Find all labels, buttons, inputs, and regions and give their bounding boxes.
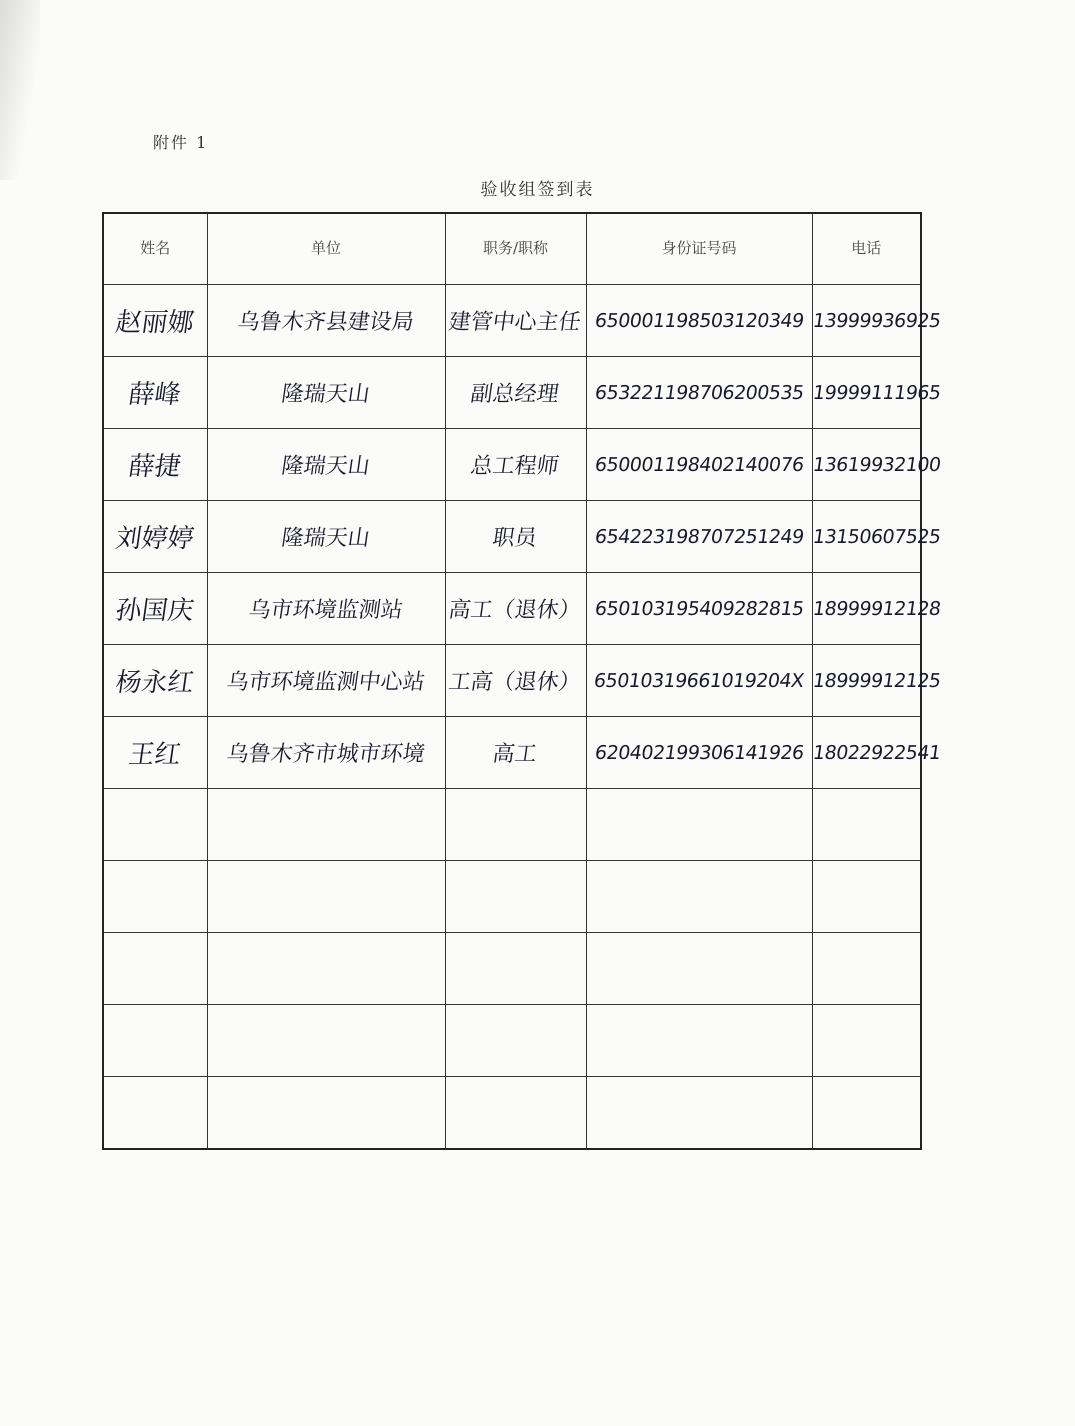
- cell-name: [103, 429, 207, 501]
- unit-text: 隆瑞天山: [279, 526, 372, 551]
- empty-cell: [586, 933, 812, 1005]
- cell-position: [445, 645, 586, 717]
- table-row: [103, 357, 921, 429]
- id-number-text: 650103195409282815: [593, 597, 805, 620]
- cell-phone: [810, 357, 942, 429]
- position-text: 建管中心主任: [447, 310, 583, 335]
- empty-cell: [445, 1005, 586, 1077]
- cell-position: [445, 429, 586, 501]
- empty-cell: [586, 1005, 812, 1077]
- cell-unit: [207, 645, 445, 717]
- empty-row: [103, 1077, 921, 1150]
- signature-name: 杨永红: [113, 668, 197, 698]
- position-text: 工高（退休）: [447, 670, 583, 695]
- cell-id-number: [586, 717, 812, 789]
- cell-unit: [207, 429, 445, 501]
- signature-name: 薛捷: [126, 452, 184, 482]
- position-text: 总工程师: [469, 454, 561, 479]
- scan-edge-shadow: [0, 0, 40, 180]
- table-row: [103, 645, 921, 717]
- table-header-row: [103, 213, 921, 285]
- cell-unit: [207, 573, 445, 645]
- empty-cell: [445, 861, 586, 933]
- position-text: 高工（退休）: [447, 598, 583, 623]
- empty-cell: [207, 861, 445, 933]
- empty-cell: [812, 789, 921, 861]
- attachment-label: 附件 1: [153, 133, 209, 152]
- signature-name: 薛峰: [126, 380, 184, 410]
- cell-unit: [207, 357, 445, 429]
- cell-position: [445, 717, 586, 789]
- empty-cell: [207, 1005, 445, 1077]
- cell-unit: [207, 717, 445, 789]
- signature-name: 赵丽娜: [113, 308, 197, 338]
- cell-position: [445, 501, 586, 573]
- empty-cell: [445, 933, 586, 1005]
- phone-text: 13999936925: [810, 309, 942, 332]
- empty-cell: [586, 861, 812, 933]
- cell-phone: [810, 645, 942, 717]
- position-text: 副总经理: [469, 382, 561, 407]
- empty-cell: [812, 1077, 921, 1150]
- table-row: [103, 717, 921, 789]
- empty-row: [103, 1005, 921, 1077]
- page-title: 验收组签到表: [480, 180, 595, 200]
- empty-cell: [103, 861, 207, 933]
- signature-name: 刘婷婷: [113, 524, 197, 554]
- cell-name: [103, 357, 207, 429]
- empty-cell: [812, 861, 921, 933]
- header-phone: 电话: [812, 213, 921, 285]
- header-position: 职务/职称: [445, 213, 586, 285]
- unit-text: 乌鲁木齐县建设局: [235, 310, 416, 335]
- table-row: [103, 573, 921, 645]
- header-name: 姓名: [103, 213, 207, 285]
- empty-row: [103, 861, 921, 933]
- cell-name: [103, 645, 207, 717]
- cell-id-number: [586, 573, 812, 645]
- cell-id-number: [586, 357, 812, 429]
- empty-cell: [812, 933, 921, 1005]
- empty-cell: [812, 1005, 921, 1077]
- unit-text: 乌鲁木齐市城市环境: [224, 742, 427, 767]
- cell-unit: [207, 285, 445, 357]
- header-unit: 单位: [207, 213, 445, 285]
- position-text: 职员: [491, 526, 539, 551]
- cell-id-number: [586, 645, 812, 717]
- cell-phone: [810, 573, 942, 645]
- header-id-number: 身份证号码: [586, 213, 812, 285]
- phone-text: 13150607525: [810, 525, 942, 548]
- empty-cell: [207, 1077, 445, 1150]
- phone-text: 18022922541: [810, 741, 942, 764]
- empty-row: [103, 933, 921, 1005]
- table-row: [103, 429, 921, 501]
- cell-phone: [810, 501, 942, 573]
- empty-cell: [445, 1077, 586, 1150]
- signature-name: 王红: [126, 740, 184, 770]
- cell-position: [445, 285, 586, 357]
- position-text: 高工: [491, 742, 539, 767]
- id-number-text: 653221198706200535: [593, 381, 805, 404]
- empty-cell: [445, 789, 586, 861]
- signature-name: 孙国庆: [113, 596, 197, 626]
- unit-text: 乌市环境监测中心站: [224, 670, 427, 695]
- empty-cell: [207, 789, 445, 861]
- empty-cell: [103, 1077, 207, 1150]
- sign-in-table: [102, 212, 942, 1150]
- id-number-text: 650001198402140076: [593, 453, 805, 476]
- id-number-text: 650001198503120349: [593, 309, 805, 332]
- cell-position: [445, 357, 586, 429]
- unit-text: 隆瑞天山: [279, 454, 372, 479]
- cell-phone: [810, 429, 942, 501]
- table-row: [103, 501, 921, 573]
- empty-cell: [103, 789, 207, 861]
- cell-name: [103, 717, 207, 789]
- phone-text: 19999111965: [810, 381, 942, 404]
- empty-cell: [103, 1005, 207, 1077]
- empty-row: [103, 789, 921, 861]
- empty-cell: [586, 789, 812, 861]
- empty-cell: [586, 1077, 812, 1150]
- unit-text: 乌市环境监测站: [246, 598, 405, 623]
- unit-text: 隆瑞天山: [279, 382, 372, 407]
- empty-cell: [207, 933, 445, 1005]
- phone-text: 13619932100: [810, 453, 942, 476]
- id-number-text: 620402199306141926: [593, 741, 805, 764]
- cell-phone: [810, 285, 942, 357]
- empty-cell: [103, 933, 207, 1005]
- cell-position: [445, 573, 586, 645]
- id-number-text: 654223198707251249: [593, 525, 805, 548]
- phone-text: 18999912128: [810, 597, 942, 620]
- cell-id-number: [586, 285, 812, 357]
- table-row: [103, 285, 921, 357]
- id-number-text: 65010319661019204X: [592, 669, 806, 692]
- cell-id-number: [586, 429, 812, 501]
- cell-phone: [810, 717, 942, 789]
- cell-name: [103, 501, 207, 573]
- cell-unit: [207, 501, 445, 573]
- phone-text: 18999912125: [810, 669, 942, 692]
- cell-name: [103, 285, 207, 357]
- cell-name: [103, 573, 207, 645]
- cell-id-number: [586, 501, 812, 573]
